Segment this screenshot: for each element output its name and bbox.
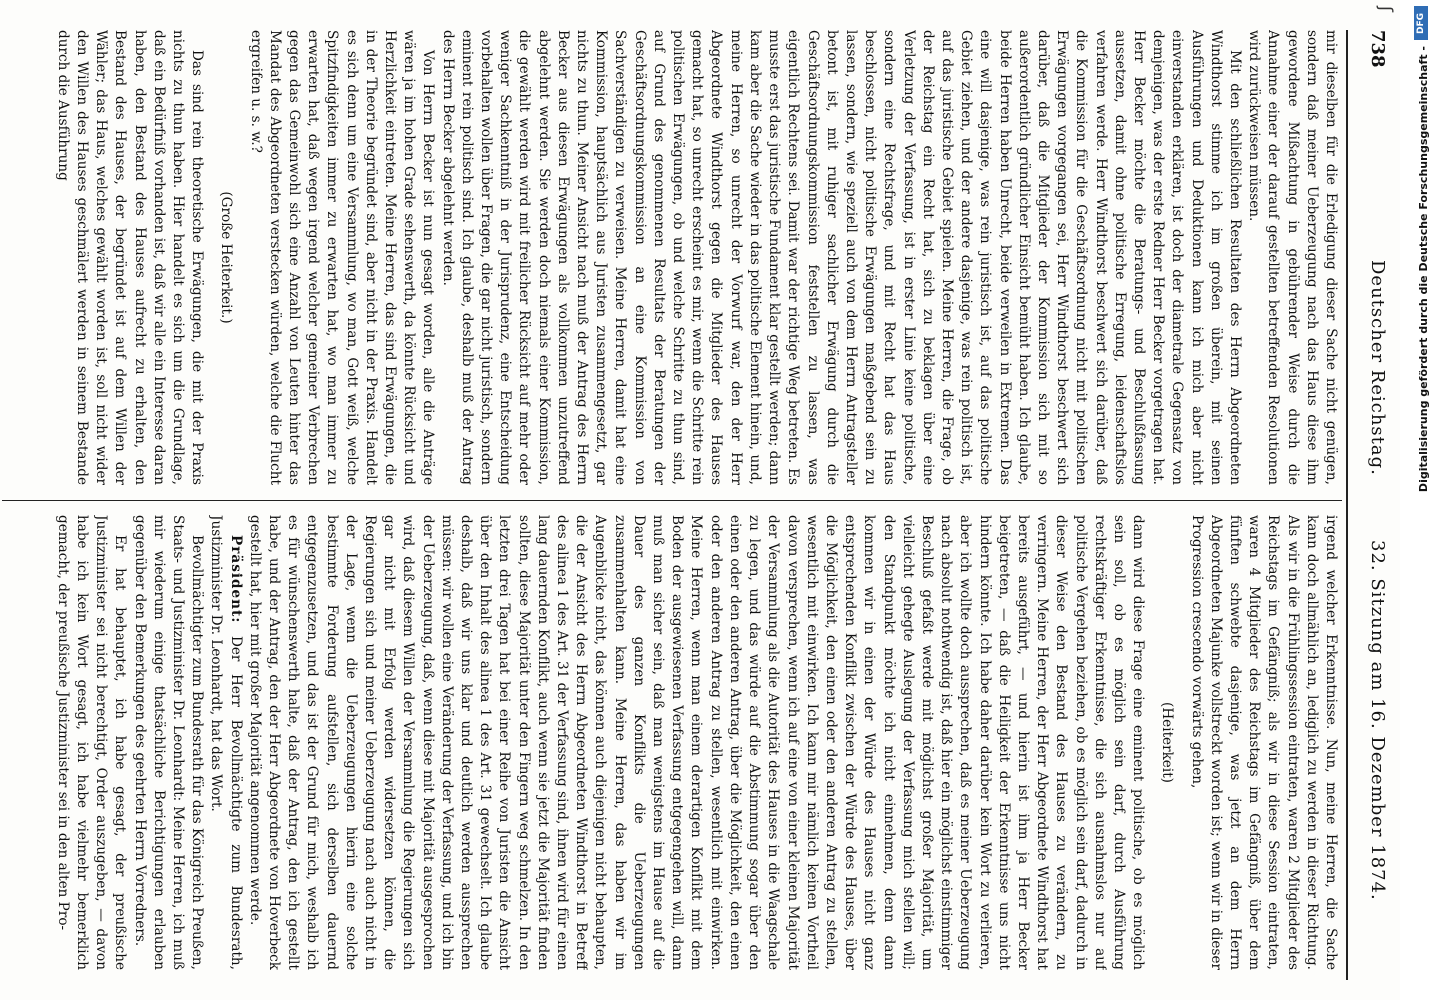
stage-direction: (Große Heiterkeit.)	[218, 191, 235, 324]
paragraph: Von Herrn Becker ist nun gesagt worden, alle die Anträge wären ja im hohen Grade sehenswerth, da könnte Rücksicht und Herzlichkeit eintreten. Meine Herren, das sind Erwägungen, die in der Theorie begründet sind, aber nicht in der Praxis. Handelt es sich denn um eine Versammlung, wo man, Gott weiß, welche Spitzfindigkeiten immer zu erwarten hat, wo man immer zu erwarten hat, daß wegen irgend welcher gemeiner Verbrechen gegen das Gemeinwohl sich eine Anzahl von Leuten hinter das Mandat des Abgeordneten verstecken würden, welche die Flucht ergreifen u. s. w.?	[247, 30, 437, 485]
journal-title: Deutscher Reichstag.	[1367, 260, 1388, 476]
paragraph: irgend welcher Erkenntnisse. Nun, meine Herren, die Sache kann doch allmählich an, lediglich zu werden in dieser Richtung. Als wir in die Frühlingssession eintraten, waren 2 Mitglieder des Reichstags im Gefängniß; als wir in diese Session eintraten, waren 4 Mitglieder des Reichstags im Gefängniß, über dem fünften schwebte dasjenige, was jetzt an dem Herrn Abgeordneten Majunke vollstreckt worden ist; wenn wir in dieser Progression crescendo vorwärts gehen,	[1188, 515, 1339, 970]
digitization-note: Digitalisierung gefördert durch die Deutsche Forschungsgemeinschaft -	[1417, 46, 1430, 493]
page-number: 738	[1367, 30, 1388, 68]
paragraph: mir dieselben für die Erledigung dieser Sache nicht genügen, sondern daß meiner Ueberzeugung nach das Haus diese ihm gewordene Mißachtung in gebührender Weise durch die Annahme einer der darauf gestellten betreffenden Resolutionen wird zurückweisen müssen.	[1246, 30, 1339, 485]
page-header	[1354, 30, 1394, 980]
session-heading: 32. Sitzung am 16. Dezember 1874.	[1367, 540, 1388, 901]
paragraph: Bevollmächtigter zum Bundesrath für das Königreich Preußen, Staats- und Justizminister Dr. Leonhardt: Meine Herren, ich muß mir wiederum einige thatsächliche Berichtigungen erlauben gegenüber den Bemerkungen des geehrten Herrn Vorredners.	[131, 515, 206, 970]
president-paragraph	[206, 515, 244, 970]
paragraph: Das sind rein theoretische Erwägungen, die mit der Praxis nichts zu thun haben. Hier handelt es sich um die Grundlage, daß ein Bedürfniß vorhanden ist, daß wir alle ein Interesse daran haben, den Bestand des Hauses aufrecht zu erhalten, den Bestand des Hauses, der begründet ist auf dem Willen der Wähler; das Haus, welches gewählt worden ist, soll nicht wider den Willen des Hauses geschmälert werden in seinem Bestande durch die Ausführung	[54, 30, 206, 485]
speaker-text: Der Herr Bevollmächtigte zum Bundesrath, Justizminister Dr. Leonhardt, hat das Wort.	[208, 515, 244, 970]
right-column	[10, 515, 1340, 970]
paragraph: Mit den schließlichen Resultaten des Herrn Abgeordneten Windthorst stimme ich im großen überein, mit seinen Ausführungen und Deduktionen kann ich mich aber nicht einverstanden erklären, ist doch der diametrale Gegensatz von demjenigen, was der erste Redner Herr Becker vorgetragen hat. Herr Becker möchte die Beratungs- und Beschlußfassung aussetzen, damit ohne politische Erregung, leidenschaftslos verfahren werde. Herr Windthorst beschwert sich darüber, daß die Kommission für die Geschäftsordnung nicht mit politischen Erwägungen vorgegangen sei, Herr Windthorst beschwert sich darüber, daß die Mitglieder der Kommission sich mit so außerordentlich gründlicher Einsicht bemüht haben. Ich glaube, beide Herren haben Unrecht, beide verweilen in Extremen. Das eine will dasjenige, was rein juristisch ist, auf das politische Gebiet ziehen, und der andere dasjenige, was rein politisch ist, auf das juristische Gebiet spielen. Meine Herren, die Frage, ob der Reichstag ein Recht hat, sich zu beklagen über eine Verletzung der Verfassung, ist in erster Linie keine politische, sondern eine Rechtsfrage, und mit Recht hat das Haus beschlossen, nicht politische Erwägungen maßgebend sein zu lassen, sondern, wie speziell auch von dem Herrn Antragsteller betont ist, mit ruhiger sachlicher Erwägung durch die Geschäftsordnungskommission feststellen zu lassen, was eigentlich Rechtens sei. Damit war der richtige Weg betreten. Es musste erst das juristische Fundament klar gestellt werden; dann kam aber die Sache wieder in das politische Element hinein, und, meine Herren, so unrecht der Vorwurf war, den der Herr Abgeordnete Windthorst gegen die Mitglieder des Hauses gemacht hat, so unrecht erscheint es mir, wenn die Schritte rein politischen Erwägungen, ob und welche Schritte zu thun sind, auf Grund des genommenen Resultats der Beratungen der Geschäftsordnungskommission an eine Kommission von Sachverständigen zu verweisen. Meine Herren, damit hat eine Kommission, hauptsächlich aus Juristen zusammengesetzt, gar nichts zu thun. Meiner Ansicht nach muß der Antrag des Herrn Becker aus diesen Erwägungen als vollkommen unzutreffend abgelehnt werden. Sie werden doch niemals einer Kommission, die gewählt werden wird mit freilicher Rücksicht auf mehr oder weniger Sachkenntniß in der Jurisprudenz, eine Entscheidung vorbehalten wollen über Fragen, die gar nicht juristisch, sondern eminent rein politisch sind. Ich glaube, deshalb muß der Antrag des Herrn Becker abgelehnt werden.	[439, 30, 1243, 485]
speaker-label: Präsident:	[227, 535, 244, 624]
left-column	[10, 30, 1340, 485]
dfg-logo: DFG	[1414, 6, 1428, 40]
stage-direction: (Heiterkeit)	[1159, 702, 1176, 783]
paragraph: Er hat behauptet, ich habe gesagt, der preußische Justizminister sei nicht berechtigt, Order auszugeben, — davon habe ich kein Wort gesagt, ich habe vielmehr bemerklich gemacht, der preußische Justizminister sei in den alten Pro-	[54, 515, 129, 970]
header-rule	[1346, 30, 1348, 980]
column-divider	[2, 500, 1342, 501]
corner-mark: ʃ	[1375, 6, 1396, 13]
paragraph: dann wird diese Frage eine eminent politische, ob es möglich sein soll, ob es möglich sein darf, durch Ausführung rechtskräftiger Erkenntnisse, die sich ausnahmslos nur auf politische Vergehen beziehen, ob es möglich sein darf, dadurch in dieser Weise den Bestand des Hauses zu verändern, zu verringern. Meine Herren, der Herr Abgeordnete Windthorst hat bereits ausgeführt, — und hierin ist ihm ja Herr Becker beigetreten, — daß die Heiligkeit der Erkenntnisse uns nicht hindern könnte. Ich habe daher darüber kein Wort zu verlieren, aber ich wollte doch aussprechen, daß es meiner Ueberzeugung nach absolut nothwendig ist, daß hier ein möglichst einstimmiger Beschluß gefaßt werde mit möglichst großer Majorität, um vielleicht gehegte Auslegung der Verfassung mich stellen will; den Standpunkt möchte ich nicht einnehmen, denn dann kommen wir in einen der Würde des Hauses nicht ganz entsprechenden Konflikt zwischen der Würde des Hauses, über die Möglichkeit, den einen oder den anderen Antrag zu stellen, wesentlich mit einwirken. Ich kann mir nämlich keinen Vortheil davon versprechen, wenn ich auf eine von einer kleinen Majorität der Versammlung als die Autorität des Hauses in die Waagschale zu legen, und das würde auf die Abstimmung sogar über den einen oder den anderen Antrag, über die Möglichkeit, den einen oder den anderen Antrag zu stellen, wesentlich mit einwirken. Meine Herren, wenn man einem derartigen Konflikt mit dem Boden der ausgewiesenen Verfassung entgegengehen will, dann muß man sicher sein, daß man wenigstens im Hause auf die Dauer des ganzen Konflikts die Ueberzeugungen zusammenhalten kann. Meine Herren, das haben wir im Augenblicke nicht, das können auch diejenigen nicht behaupten, die der Ansicht des Herrn Abgeordneten Windthorst in Betreff des alinea 1 des Art. 31 der Verfassung sind, ihnen wird für einen lang dauernden Konflikt, auch wenn sie jetzt die Majorität finden sollten, diese Majorität unter den Fingern weg schmelzen. In den letzten drei Tagen hat bei einer Reihe von Juristen die Ansicht über den Inhalt des alinea 1 des Art. 31 gewechselt. Ich glaube deshalb, daß wir uns klar und deutlich werden aussprechen müssen: wir wollen eine Veränderung der Verfassung, und ich bin der Ueberzeugung, daß, wenn diese mit Majorität ausgesprochen wird, daß diesem Willen der Versammlung die Regierungen sich gar nicht mit Erfolg werden widersetzen können, die Regierungen sich und meiner Ueberzeugung nach auch nicht in der Lage, wenn die Ueberzeugungen hierin eine solche bestimmte Forderung aufstellen, sich derselben dauernd entgegenzusetzen, und das ist der Grund für mich, weshalb ich es für wünschenswerth halte, daß der Antrag, den ich gestellt habe, und der Antrag, den der Herr Abgeordnete von Hoverbeck gestellt hat, hier mit großer Majorität angenommen werde.	[246, 515, 1147, 970]
